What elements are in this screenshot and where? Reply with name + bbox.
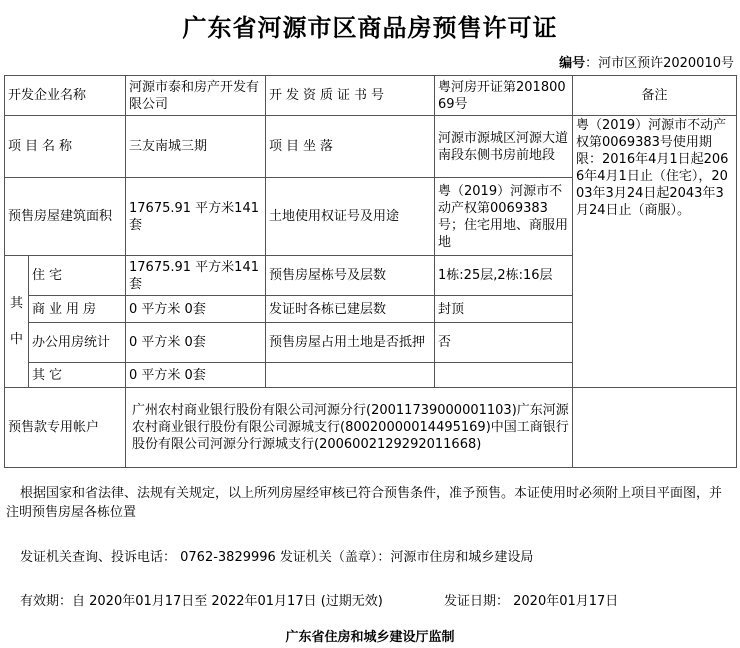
table-row: [5, 76, 737, 116]
developer-label: 开发企业名称: [5, 76, 126, 116]
certificate-number-value: 河市区预许2020010号: [598, 56, 734, 71]
land-cert-value: 粤（2019）河源市不动产权第0069383号；住宅用地、商服用地: [435, 178, 573, 256]
certificate-number-label: 编号: [559, 56, 586, 71]
project-name-label: 项目名称: [5, 116, 126, 178]
certificate-number: [559, 52, 734, 71]
table-row: [5, 116, 737, 178]
remarks-value: 粤（2019）河源市不动产权第0069383号使用期限：2016年4月1日起2066年4月1日止（住宅），2003年3月24日起2043年3月24日止（商服）。: [573, 116, 737, 388]
certificate-title: 广东省河源市区商品房预售许可证: [182, 14, 558, 42]
of-which-label: [5, 256, 29, 388]
project-name-value: 三友南城三期: [126, 116, 266, 178]
developer-value: 河源市泰和房产开发有限公司: [126, 76, 266, 116]
empty-cell: [435, 363, 573, 388]
land-cert-label: 土地使用权证号及用途: [266, 178, 435, 256]
issue-date-line: 发证日期： 2020年01月17日: [444, 594, 619, 609]
building-floors-label: 预售房屋栋号及层数: [266, 256, 435, 296]
building-floors-value: 1栋:25层,2栋:16层: [435, 256, 573, 296]
project-location-label: 项目坐落: [266, 116, 435, 178]
of-which-char-2: 中: [9, 331, 23, 347]
footer-supervisor: 广东省住房和城乡建设厅监制: [285, 630, 455, 645]
qualification-value: 粤河房开证第20180069号: [435, 76, 573, 116]
empty-cell: [266, 363, 435, 388]
empty-cell: [573, 388, 737, 468]
mortgage-value: 否: [435, 323, 573, 363]
presale-area-label: 预售房屋建筑面积: [5, 178, 126, 256]
mortgage-label: 预售房屋占用土地是否抵押: [266, 323, 435, 363]
remarks-label: 备注: [573, 76, 737, 116]
of-which-char-1: 其: [9, 295, 23, 311]
residential-label: 住宅: [29, 256, 126, 296]
office-label: 办公用房统计: [29, 323, 126, 363]
built-floors-label: 发证时各栋已建层数: [266, 296, 435, 323]
commercial-value: 0 平方米 0套: [126, 296, 266, 323]
contact-line: 发证机关查询、投诉电话： 0762-3829996 发证机关（盖章）：河源市住房和城乡建设局: [20, 550, 534, 565]
account-value: 广州农村商业银行股份有限公司河源分行(20011739000001103)广东河源农村商业银行股份有限公司源城支行(80020000014495169)中国工商银行股份有限公司河源分行源城支行(2006002129292011668): [126, 388, 573, 468]
other-value: 0 平方米 0套: [126, 363, 266, 388]
certificate-number-separator: ：: [585, 56, 599, 71]
residential-value: 17675.91 平方米141套: [126, 256, 266, 296]
office-value: 0 平方米 0套: [126, 323, 266, 363]
presale-area-value: 17675.91 平方米141套: [126, 178, 266, 256]
account-label: 预售款专用帐户: [5, 388, 126, 468]
other-label: 其它: [29, 363, 126, 388]
project-location-value: 河源市源城区河源大道南段东侧书房前地段: [435, 116, 573, 178]
table-row: [5, 388, 737, 468]
certificate-table: [4, 75, 737, 468]
validity-line: 有效期：自 2020年01月17日至 2022年01月17日 (过期无效): [20, 594, 383, 609]
qualification-label: 开发资质证书号: [266, 76, 435, 116]
built-floors-value: 封顶: [435, 296, 573, 323]
approval-note: 根据国家和省法律、法规有关规定，以上所列房屋经审核已符合预售条件，准予预售。本证使用时必须附上项目平面图，并注明预售房屋各栋位置: [6, 486, 723, 520]
commercial-label: 商业用房: [29, 296, 126, 323]
